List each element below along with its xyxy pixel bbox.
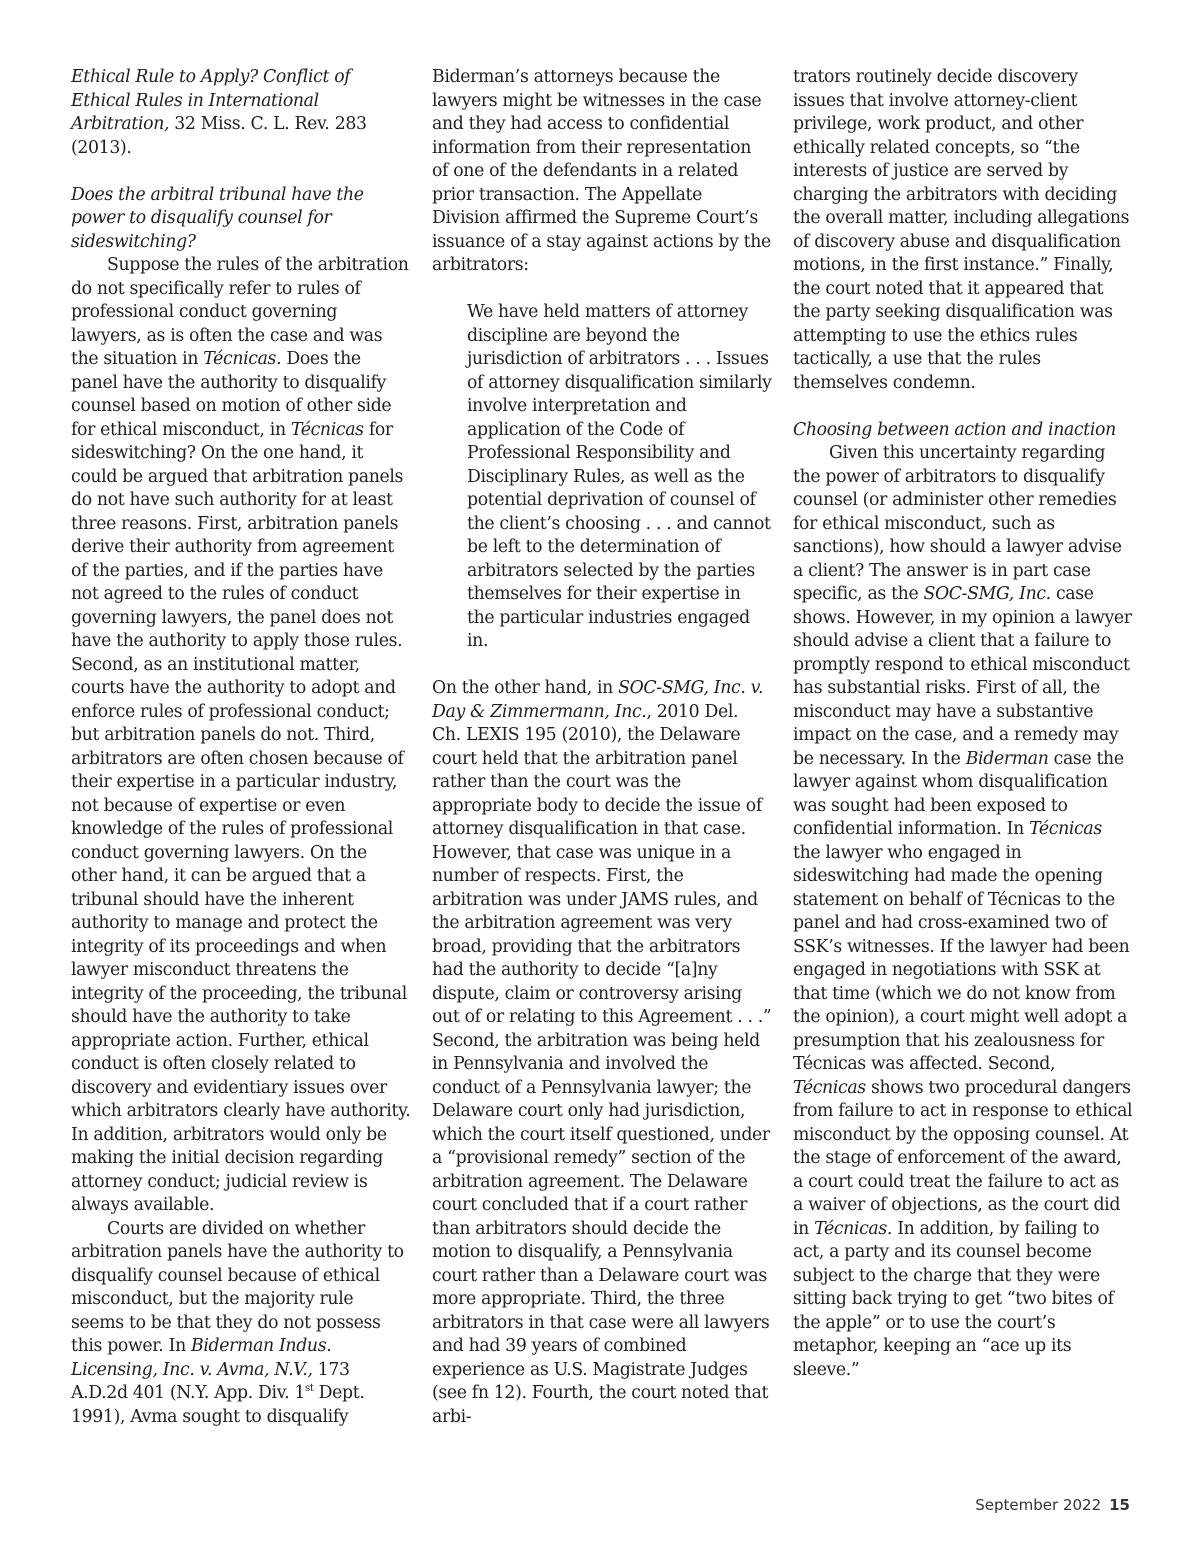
paragraph — [793, 442, 1133, 1382]
text-run: the lawyer who engaged in sideswitching had made the opening statement on behalf of Técnicas to the panel and had cross-examined two of SSK’s witnesses. If the lawyer had been engaged in negotiations with SSK at that time (which we do not know from the opinion), a court might well adopt a presumption that his zealousness for Técnicas was affected. Second, — [793, 842, 1130, 1074]
issue-date: September 2022 — [975, 1496, 1102, 1514]
text-run: Courts are divided on whether arbitration panels have the authority to disqualify counsel because of ethical misconduct, but the majority rule seems to be that they do not possess this power. In — [71, 1218, 404, 1356]
text-run: for sideswitching? On the one hand, it could be argued that arbitration panels do not have such authority for at least three reasons. First, arbitration panels derive their authority from agreement of the parties, and if the parties have not agreed to the rules of conduct governing lawyers, the panel does not have the authority to apply those rules. Second, as an institutional matter, courts have the authority to adopt and enforce rules of professional conduct; but arbitration panels do not. Third, arbitrators are often chosen because of their expertise in a particular industry, not because of expertise or even knowledge of the rules of professional conduct governing lawyers. On the other hand, it can be argued that a tribunal should have the inherent authority to manage and protect the integrity of its proceedings and when lawyer misconduct threatens the integrity of the proceeding, the tribunal should have the authority to take appropriate action. Further, ethical conduct is often closely related to discovery and evidentiary issues over which arbitrators clearly have authority. In addition, arbitrators would only be making the initial decision regarding attorney conduct; judicial review is always available. — [71, 419, 411, 1215]
paragraph: Biderman’s attorneys because the lawyers might be witnesses in the case and they had access to confidential information from their representation of one of the defendants in a related prior transaction. The Appellate Division affirmed the Supreme Court’s issuance of a stay against actions by the arbitrators: — [432, 67, 771, 275]
subheading-disqualify-power: Does the arbitral tribunal have the power to disqualify counsel for sideswitching? — [71, 184, 364, 252]
text-run: Does the panel have the authority to disqualify counsel based on motion of other side for ethical misconduct, in — [71, 349, 392, 440]
paragraph — [432, 677, 772, 1429]
case-name: Técnicas — [793, 1077, 866, 1098]
case-name: Biderman Indus. Licensing, Inc. v. Avma, N.V., — [71, 1336, 332, 1380]
case-name: Técnicas — [290, 419, 364, 440]
citation-tail — [71, 66, 411, 160]
case-name: Técnicas — [1029, 819, 1102, 839]
case-name: Biderman — [965, 748, 1049, 769]
text-run: case the lawyer against whom disqualification was sought had been exposed to confidential information. In — [793, 748, 1124, 839]
text-run: Dept. 1991), Avma sought to disqualify — [71, 1383, 365, 1427]
paragraph — [71, 254, 411, 1218]
text-run: Suppose the rules of the arbitration do not specifically refer to rules of professional conduct governing lawyers, as is often the case and was the situation in — [71, 255, 409, 369]
citation-title: Ethical Rule to Apply? Conflict of Ethical Rules in International Arbitration, — [71, 67, 351, 134]
text-run: , 2010 Del. Ch. LEXIS 195 (2010), the Delaware court held that the arbitration panel rather than the court was the appropriate body to decide the issue of attorney disqualification in that case. However, that case was unique in a number of respects. First, the arbitration was under JAMS rules, and the arbitration agreement was very broad, providing that the arbitrators had the authority to decide “[a]ny dispute, claim or controversy arising out of or relating to this Agreement . . .” Second, the arbitration was being held in Pennsylvania and involved the conduct of a Pennsylvania lawyer; the Delaware court only had jurisdiction, which the court itself questioned, under a “provisional remedy” section of the arbitration agreement. The Delaware court concluded that if a court rather than arbitrators should decide the motion to disqualify, a Pennsylvania court rather than a Delaware court was more appropriate. Third, the three arbitrators in that case were all lawyers and had 39 years of combined experience as U.S. Magistrate Judges (see fn 12). Fourth, the court noted that arbi- — [432, 701, 772, 1427]
subheading-action-inaction: Choosing between action and inaction — [793, 419, 1116, 440]
text-run: On the other hand, in — [432, 678, 619, 698]
page-footer — [975, 1496, 1130, 1514]
block-quote: We have held matters of attorney discipline are beyond the jurisdiction of arbitrators . . . Issues of attorney disqualification similarly involve interpretation and application of the Code of Professional Responsibility and Disciplinary Rules, as well as the potential deprivation of counsel of the client’s choosing . . . and cannot be left to the determination of arbitrators selected by the parties themselves for their expertise in the particular industries engaged in. — [467, 302, 772, 651]
text-run: Given this uncertainty regarding the power of arbitrators to disqualify counsel (or administer other remedies for ethical misconduct, such as sanctions), how should a lawyer advise a client? The answer is in part case specific, as the — [793, 443, 1122, 604]
case-name: Técnicas. — [203, 349, 282, 369]
text-run: shows two procedural dangers from failure to act in response to ethical misconduct by the opposing counsel. At the stage of enforcement of the award, a court could treat the failure to act as a waiver of objections, as the court did in — [793, 1077, 1133, 1239]
column-1 — [71, 66, 411, 1429]
paragraph: trators routinely decide discovery issues that involve attorney-client privilege, work product, and other ethically related concepts, so “the interests of justice are served by charging the arbitrators with deciding the overall matter, including allegations of discovery abuse and disqualification motions, in the first instance.” Finally, the court noted that it appeared that the party seeking disqualification was attempting to use the ethics rules tactically, a use that the rules themselves condemn. — [793, 67, 1130, 393]
text-run: In addition, by failing to act, a party and its counsel become subject to the charge that they were sitting back trying to get “two bites of the apple” or to use the court’s metaphor, keeping an “ace up its sleeve.” — [793, 1218, 1114, 1380]
superscript: st — [305, 1383, 314, 1395]
citation-source: 32 Miss. C. L. Rev. 283 (2013). — [71, 114, 367, 158]
text-run: 173 A.D.2d 401 (N.Y. App. Div. 1 — [71, 1359, 350, 1403]
paragraph — [71, 1218, 411, 1430]
case-name: Técnicas. — [814, 1218, 893, 1239]
page-number: 15 — [1109, 1496, 1130, 1514]
text-run: case shows. However, in my opinion a lawyer should advise a client that a failure to promptly respond to ethical misconduct has substantial risks. First of all, the misconduct may have a substantive impact on the case, and a remedy may be necessary. In the — [793, 584, 1132, 769]
column-3 — [793, 66, 1133, 1382]
case-name: SOC-SMG, Inc. v. Day & Zimmermann, Inc. — [432, 678, 764, 722]
case-name: SOC-SMG, Inc. — [923, 584, 1051, 604]
column-2 — [432, 66, 772, 1429]
